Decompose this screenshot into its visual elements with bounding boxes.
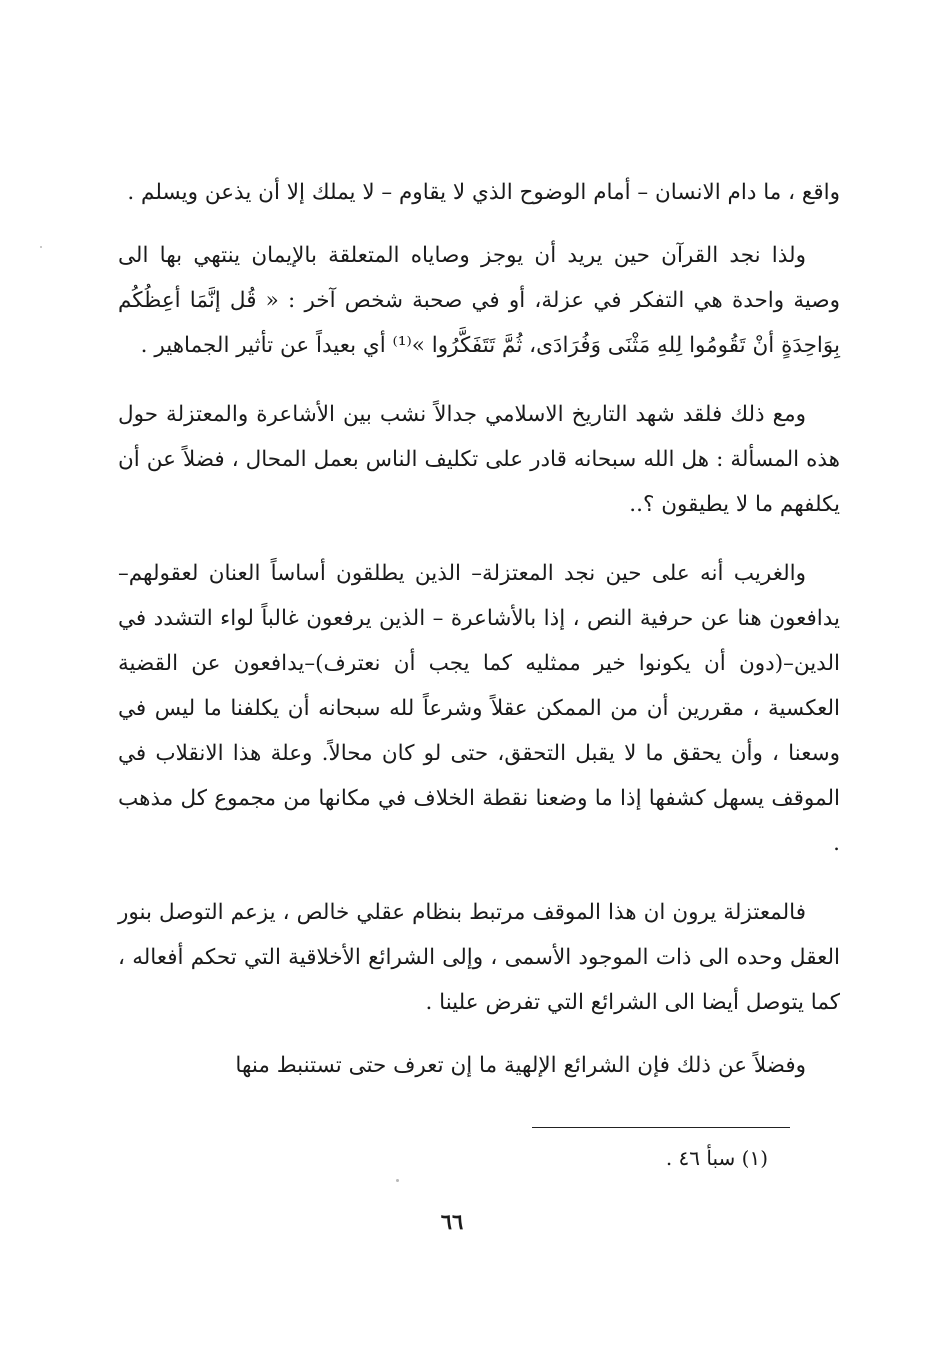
footnote: (١) سبأ ٤٦ . [665,1146,768,1170]
paragraph-3: ومع ذلك فلقد شهد التاريخ الاسلامي جدالاً نشب بين الأشاعرة والمعتزلة حول هذه المسألة : هل الله سبحانه قادر على تكليف الناس بعمل المحال ، فضلاً عن أن يكلفهم ما لا يطيقون ؟.. [118,402,840,517]
scan-speck [40,246,42,248]
footnote-divider [532,1127,790,1128]
paragraph-1: واقع ، ما دام الانسان – أمام الوضوح الذي لا يقاوم – لا يملك إلا أن يذعن ويسلم . [127,180,840,205]
page-number: ٦٦ [440,1209,464,1234]
body-text [118,170,840,1088]
paragraph-5: فالمعتزلة يرون ان هذا الموقف مرتبط بنظام عقلي خالص ، يزعم التوصل بنور العقل وحده الى ذات الموجود الأسمى ، وإلى الشرائع الأخلاقية التي تحكم أفعاله ، كما يتوصل أيضا الى الشرائع التي تفرض علينا . [118,900,840,1015]
scan-speck [396,1179,399,1182]
paragraph-4: والغريب أنه على حين نجد المعتزلة– الذين يطلقون أساساً العنان لعقولهم– يدافعون هنا عن حرفية النص ، إذا بالأشاعرة – الذين يرفعون غالباً لواء التشدد في الدين–(دون أن يكونوا خير ممثليه كما يجب أن نعترف)–يدافعون عن القضية العكسية ، مقررين أن من الممكن عقلاً وشرعاً لله سبحانه أن يكلفنا ما ليس في وسعنا ، وأن يحقق ما لا يقبل التحقق، حتى لو كان محالاً. وعلة هذا الانقلاب في الموقف يسهل كشفها إذا ما وضعنا نقطة الخلاف في مكانها من مجموع كل مذهب . [118,561,840,856]
paragraph-2: ولذا نجد القرآن حين يريد أن يوجز وصاياه المتعلقة بالإيمان ينتهي بها الى وصية واحدة هي التفكر في عزلة، أو في صحبة شخص آخر : « قُل إنَّمَا أعِظُكُم بِوَاحِدَةٍ أنْ تَقُومُوا لِلهِ مَثْنَى وَفُرَادَى، ثُمَّ تَتَفَكَّرُوا »⁽¹⁾ أي بعيداً عن تأثير الجماهير . [118,243,840,358]
paragraph-6: وفضلاً عن ذلك فإن الشرائع الإلهية ما إن تعرف حتى تستنبط منها [235,1053,806,1078]
